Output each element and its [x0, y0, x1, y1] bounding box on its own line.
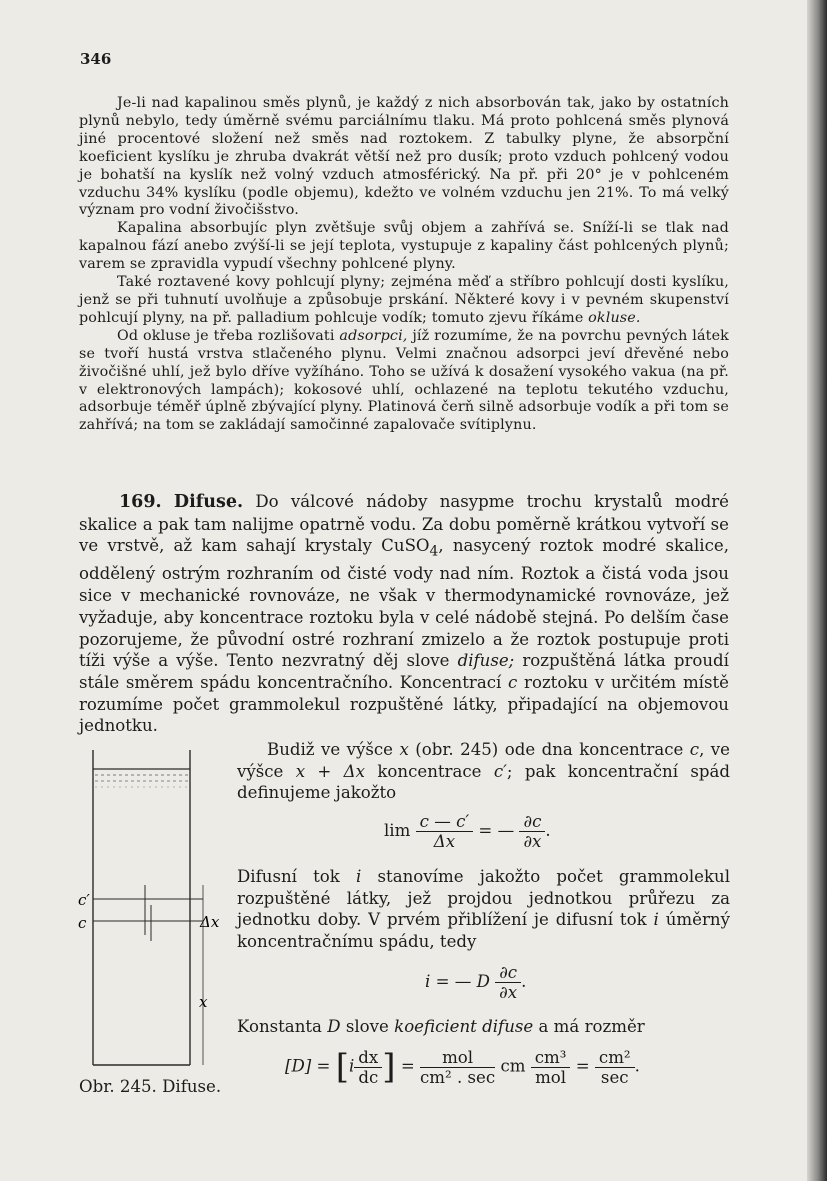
- paragraph-partial-pressure: Je-li nad kapalinou směs plynů, je každý z nich absorbován tak, jako by ostatních plynů nebylo, tedy úměrně svému parciálnímu tlaku. Má proto pohlcená směs plynová jiné procentové složení než směs nad roztokem. Z tabulky plyne, že absorpční koeficient kyslíku je zhruba dvakrát větší než pro dusík; proto vzduch pohlcený vodou je bohatší na kyslík než volný vzduch atmosférický. Na př. při 20° je v pohlceném vzduchu 34% kyslíku (podle objemu), kdežto ve volném vzduchu jen 21%. To má velký význam pro vodní živočišstvo.: [79, 95, 729, 219]
- subscript-4: 4: [429, 543, 439, 560]
- right-column-p2: [237, 866, 730, 953]
- eq1-den2: ∂x: [523, 832, 542, 851]
- eq3-fraction1: [354, 1048, 382, 1087]
- adsorption-lead: Od okluse je třeba rozlišovati: [117, 327, 335, 344]
- section-diffusion: [79, 491, 729, 737]
- diffusion-coefficient-text: [237, 1016, 730, 1038]
- flux-definition-text: [237, 866, 730, 953]
- eq2-fraction: [495, 963, 521, 1002]
- section-text-a: Do válcové nádoby nasypme trochu krystalů modré skalice a pak tam nalijme opatrně vodu. Za dobu poměrně krátkou vytvoří se ve vrstvě, až kam sahají krystaly CuSO: [79, 492, 729, 556]
- section-paragraph: [79, 491, 729, 737]
- eq3-lhs: [D] =: [285, 1056, 331, 1076]
- eq1-num2: ∂c: [519, 812, 545, 832]
- eq1-fraction2: [519, 812, 545, 851]
- eq3-fraction4: [595, 1048, 635, 1087]
- label-c: c: [78, 914, 87, 932]
- equation-fick: [425, 963, 526, 1002]
- eq1-fraction: [416, 812, 474, 851]
- small-text-block: [79, 95, 729, 435]
- eq3-fraction3: [531, 1048, 571, 1087]
- p2-c: úměrný koncentračnímu spádu, tedy: [237, 910, 730, 952]
- eq3-cm: cm: [500, 1056, 526, 1076]
- eq1-num: c — c′: [416, 812, 474, 832]
- section-text-c: rozpuštěná látka proudí stále směrem spádu koncentračního. Koncentrací: [79, 651, 729, 692]
- occlusion-text: Také roztavené kovy pohlcují plyny; zejména měď a stříbro pohlcují dosti kyslíku, jenž se při tuhnutí uvolňuje a způsobuje prskání. Některé kovy i v pevném skupenství pohlcují plyny, na př. palladium pohlcuje vodík; tomuto zjevu říkáme: [79, 274, 729, 326]
- equation-gradient: [384, 812, 551, 851]
- equation-dimension: [285, 1047, 640, 1087]
- p3-D: D: [327, 1017, 341, 1036]
- bracket-open: [: [335, 1047, 349, 1087]
- right-column-p3: [237, 1016, 730, 1038]
- p3-a: Konstanta: [237, 1017, 322, 1036]
- eq3-end: .: [634, 1056, 640, 1076]
- p2-i2: i: [653, 910, 659, 930]
- label-c-prime: c′: [78, 891, 90, 909]
- p1-b: (obr. 245) ode dna koncentrace: [415, 740, 684, 759]
- p3-term: koeficient difuse: [394, 1017, 534, 1036]
- eq3-eq: =: [400, 1056, 415, 1076]
- eq3-f3num: cm³: [531, 1048, 571, 1068]
- eq3-f4num: cm²: [595, 1048, 635, 1068]
- eq1-den: Δx: [433, 832, 456, 851]
- c-symbol: c: [508, 672, 518, 692]
- p1-cp: c′: [493, 761, 507, 781]
- page-edge-shadow: [807, 0, 827, 1181]
- adsorption-text: jíž rozumíme, že na povrchu pevných látek se tvoří hustá vrstva stlačeného plynu. Velmi značnou adsorpci jeví dřevěné nebo živočišné uhlí, jež bylo dříve vyžíháno. Toho se užívá k dosažení vysokého vakua (na př. v elektronových lampách); kokosové uhlí, ochlazené na teplotu tekutého vzduchu, adsorbuje téměř úplně zbývající plyny. Platinová čerň silně adsorbuje vodík a při tom se zahřívá; na tom se zakládají samočinné zapalovače svítiplynu.: [79, 327, 730, 434]
- paragraph-adsorption: [79, 328, 729, 435]
- eq2-num: ∂c: [495, 963, 521, 983]
- eq2-end: .: [521, 972, 527, 991]
- eq2-den: ∂x: [499, 983, 518, 1002]
- eq3-f3den: mol: [535, 1067, 567, 1087]
- p2-i: i: [356, 867, 362, 886]
- eq3-i: i: [348, 1056, 355, 1076]
- figure-diffusion-vessel: [75, 745, 235, 1075]
- eq1-end: .: [545, 821, 551, 840]
- eq3-eq2: =: [575, 1056, 590, 1076]
- paragraph-occlusion: [79, 274, 729, 328]
- p1-a: Budiž ve výšce: [267, 740, 393, 759]
- eq3-f2den: cm² . sec: [420, 1067, 496, 1087]
- p1-xdx: x + Δx: [295, 761, 366, 781]
- section-number: 169.: [119, 492, 162, 512]
- eq1-eqsign: = —: [478, 821, 515, 840]
- eq3-f4den: sec: [600, 1067, 629, 1087]
- eq3-f1num: dx: [354, 1048, 382, 1068]
- label-x: x: [199, 993, 208, 1011]
- eq2-lhs: i = — D: [425, 972, 490, 991]
- section-text-d: roztoku v určitém místě rozumíme počet grammolekul rozpuštěné látky, připadající na objemovou jednotku.: [79, 672, 729, 736]
- p3-b: slove: [345, 1017, 389, 1036]
- adsorption-term: adsorpci,: [339, 327, 408, 344]
- eq3-fraction2: [420, 1048, 495, 1087]
- p2-a: Difusní tok: [237, 867, 340, 886]
- right-column-p1: [237, 739, 730, 804]
- occlusion-term: okluse.: [588, 309, 641, 326]
- p1-e: koncentrace: [377, 761, 482, 781]
- eq3-f2num: mol: [420, 1048, 495, 1068]
- figure-caption: Obr. 245. Difuse.: [79, 1077, 222, 1096]
- section-title: Difuse.: [173, 492, 244, 512]
- label-delta-x: Δx: [200, 913, 220, 931]
- p1-c: c: [689, 740, 700, 759]
- paragraph-absorption-heat: Kapalina absorbujíc plyn zvětšuje svůj objem a zahřívá se. Sníží-li se tlak nad kapalnou fází anebo zvýší-li se její teplota, vystupuje z kapaliny část pohlcených plynů; varem se zpravidla vypudí všechny pohlcené plyny.: [79, 220, 729, 273]
- p1-f: ; pak koncentrační spád definujeme jakožto: [237, 761, 731, 803]
- p3-c: a má rozměr: [538, 1017, 645, 1036]
- eq1-lim: lim: [384, 821, 411, 840]
- p1-d: , ve výšce: [237, 740, 730, 781]
- bracket-close: ]: [382, 1047, 396, 1087]
- difuse-term: difuse;: [457, 651, 515, 671]
- section-text-b: , nasycený roztok modré skalice, oddělený ostrým rozhraním od čisté vody nad ním. Roztok a čistá voda jsou sice v mechanické rovnováze, ne však v thermodynamické rovnováze, jež vyžaduje, aby koncentrace roztoku byla v celé nádobě stejná. Po delším čase pozorujeme, že původní ostré rozhraní zmizelo a že roztok postupuje proti tíži výše a výše. Tento nezvratný děj slove: [79, 536, 729, 671]
- p1-x: x: [399, 740, 409, 759]
- page-number: 346: [80, 50, 112, 68]
- p2-b: stanovíme jakožto počet grammolekul rozpuštěné látky, jež projdou jednotkou průřezu za jednotku doby. V prvém přiblížení je difusní tok: [237, 867, 731, 930]
- eq3-f1den: dc: [358, 1067, 379, 1087]
- gradient-definition-text: [237, 739, 730, 804]
